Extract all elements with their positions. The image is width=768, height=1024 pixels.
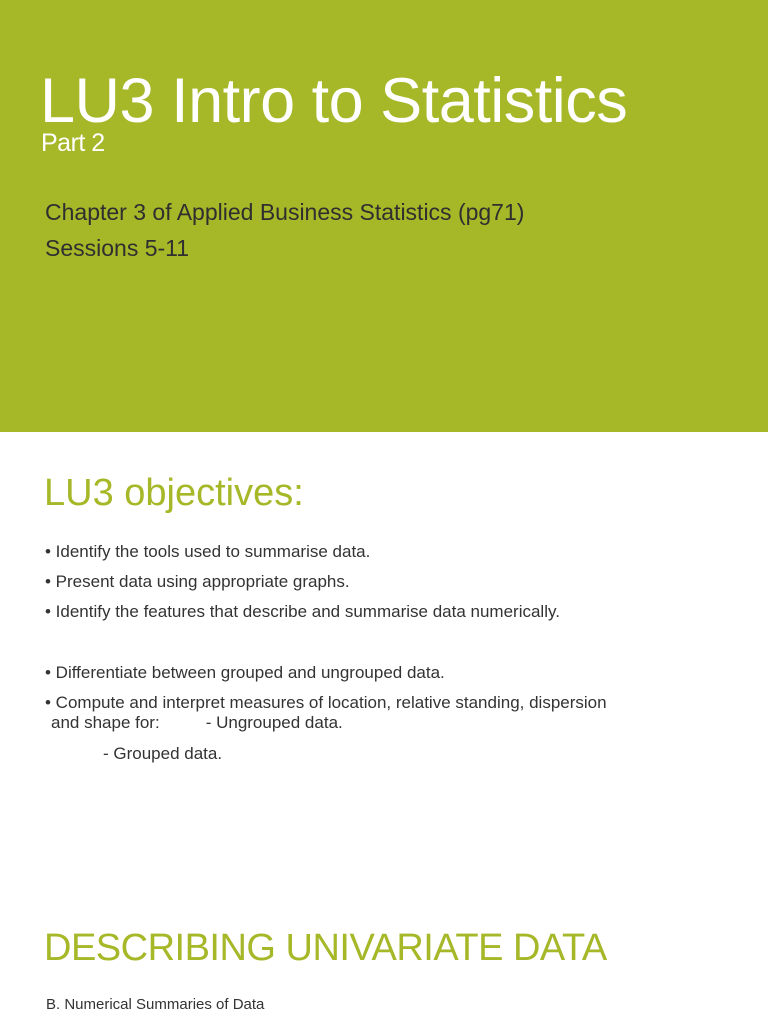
objective-item: • Identify the features that describe and summarise data numerically. (45, 602, 560, 621)
objective-item: • Identify the tools used to summarise data. (45, 542, 371, 561)
slide-subtitle: Part 2 (41, 129, 105, 157)
objective-continuation (51, 714, 343, 731)
objective-item: • Compute and interpret measures of location, relative standing, dispersion (45, 693, 607, 712)
objective-item: • Present data using appropriate graphs. (45, 572, 350, 591)
univariate-subheading: B. Numerical Summaries of Data (46, 996, 265, 1013)
slide-title: LU3 Intro to Statistics (40, 66, 628, 136)
chapter-reference: Chapter 3 of Applied Business Statistics (pg71) (45, 199, 525, 225)
sessions-reference: Sessions 5-11 (45, 235, 190, 261)
objective-continuation-text: and shape for: (51, 713, 160, 732)
title-slide (0, 0, 768, 432)
objective-sub-item: - Grouped data. (103, 744, 223, 763)
univariate-heading: DESCRIBING UNIVARIATE DATA (44, 927, 607, 969)
objective-item: • Differentiate between grouped and ungrouped data. (45, 663, 445, 682)
objectives-heading: LU3 objectives: (44, 472, 304, 514)
objective-sub-item: - Ungrouped data. (205, 713, 343, 732)
